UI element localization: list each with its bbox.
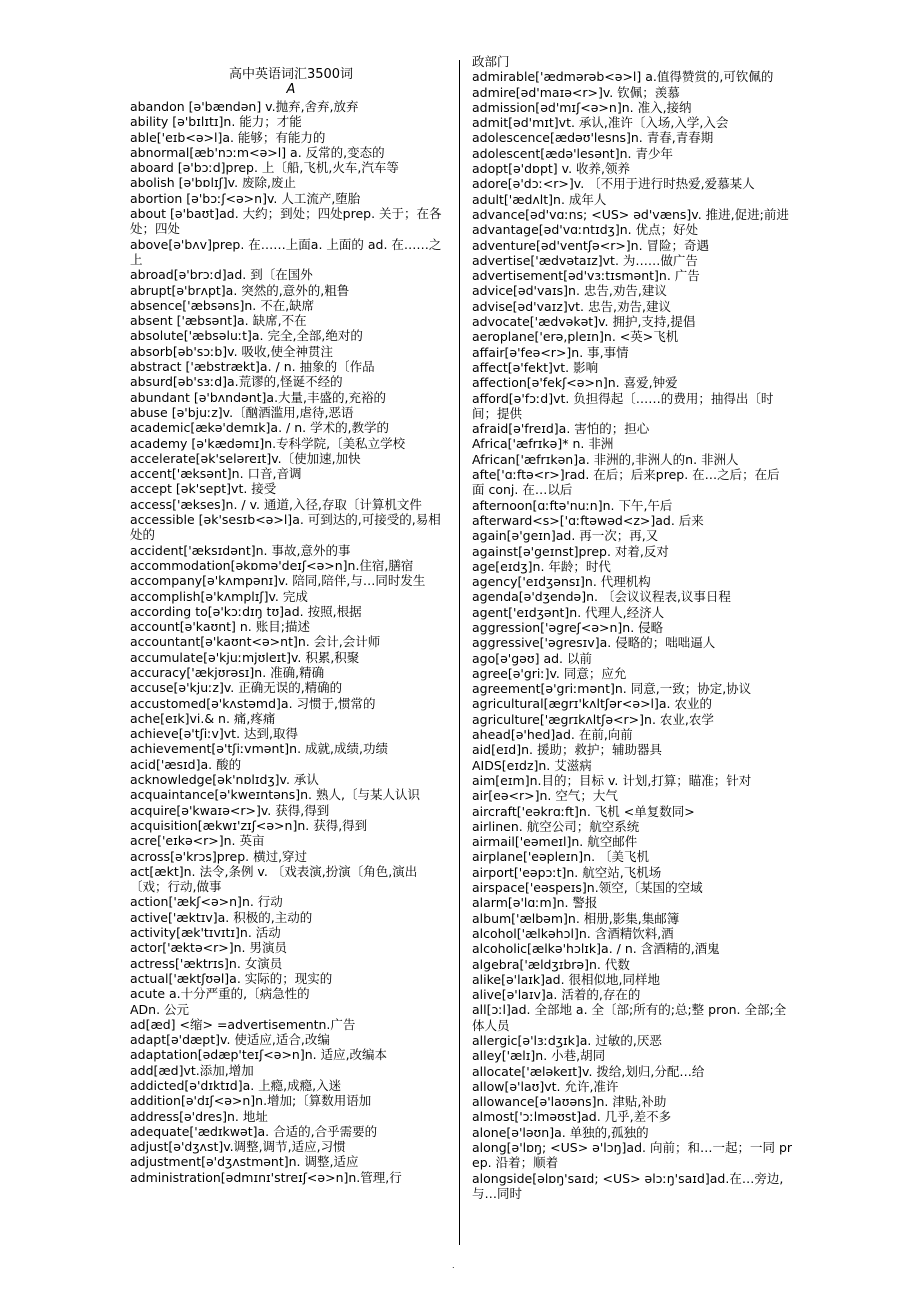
vocab-entry: against[ə'geɪnst]prep. 对着,反对 (472, 543, 669, 559)
vocab-entry: adolescence[ædəʊ'lesns]n. 青春,青春期 (472, 130, 714, 146)
vocab-entry: agreement[ə'griːmənt]n. 同意,一致；协定,协议 (472, 681, 752, 697)
vocab-entry: allocate['æləkeɪt]v. 拨给,划归,分配…给 (472, 1063, 705, 1079)
vocab-entry: allow[ə'laʊ]vt. 允许,准许 (472, 1078, 619, 1094)
vocab-entry: affect[ə'fekt]vt. 影响 (472, 359, 599, 375)
vocab-entry: ache[eɪk]vi.& n. 痛,疼痛 (130, 710, 276, 726)
vocab-entry: aeroplane['erə,pleɪn]n. <英>飞机 (472, 329, 679, 345)
vocab-entry: airplane['eəpleɪn]n. 〔美飞机 (472, 849, 650, 865)
vocab-entry: admission[əd'mɪʃ<ə>n]n. 准入,接纳 (472, 99, 692, 115)
vocab-entry: adequate['ædɪkwət]a. 合适的,合乎需要的 (130, 1123, 378, 1139)
vocab-entry: addicted[ə'dɪktɪd]a. 上瘾,成瘾,入迷 (130, 1078, 342, 1093)
vocab-entry: abandon [ə'bændən] v.抛弃,舍弃,放弃 (130, 99, 359, 114)
section-letter: A (286, 82, 296, 97)
vocab-entry: agenda[ə'dʒendə]n. 〔会议议程表,议事日程 (472, 589, 731, 605)
vocab-entry: adjustment[ə'dʒʌstmənt]n. 调整,适应 (130, 1154, 359, 1170)
vocab-entry: add[æd]vt.添加,增加 (130, 1062, 254, 1078)
vocab-entry: abortion [ə'bɔːʃ<ə>n]v. 人工流产,堕胎 (130, 190, 361, 206)
vocab-entry: administration[ədmɪnɪ'streɪʃ<ə>n]n.管理,行 (130, 1169, 402, 1185)
vocab-entry: adjust[ə'dʒʌst]v.调整,调节,适应,习惯 (130, 1139, 346, 1155)
vocab-entry: agriculture['ægrɪkʌltʃə<r>]n. 农业,农学 (472, 711, 714, 727)
vocab-entry: agree[ə'griː]v. 同意；应允 (472, 665, 627, 681)
vocab-entry: all[ɔːl]ad. 全部地 a. 全〔部;所有的;总;整 pron. 全部;全体人员 (472, 1002, 787, 1033)
vocab-entry: allowance[ə'laʊəns]n. 津贴,补助 (472, 1094, 667, 1110)
vocab-entry: aid[eɪd]n. 援助；救护；辅助器具 (472, 742, 662, 758)
vocab-entry: afraid[ə'freɪd]a. 害怕的；担心 (472, 421, 650, 437)
vocab-entry: adore[ə'dɔː<r>]v. 〔不用于进行时热爱,爱慕某人 (472, 176, 755, 192)
vocab-entry: accent['æksənt]n. 口音,音调 (130, 466, 302, 482)
column-divider (459, 60, 460, 1245)
vocab-entry: advantage[əd'vɑːntɪdʒ]n. 优点；好处 (472, 222, 699, 238)
vocab-entry: alarm[ə'lɑːm]n. 警报 (472, 895, 598, 911)
vocab-entry: advise[əd'vaɪz]vt. 忠告,劝告,建议 (472, 298, 671, 314)
vocab-entry: agent['eɪdʒənt]n. 代理人,经济人 (472, 604, 665, 620)
vocab-entry: alcohol['ælkəhɔl]n. 含酒精饮料,酒 (472, 925, 674, 941)
vocab-entry: advice[əd'vaɪs]n. 忠告,劝告,建议 (472, 283, 667, 299)
vocab-entry: achievement[ə'tʃiːvmənt]n. 成就,成绩,功绩 (130, 741, 388, 757)
vocab-entry: achieve[ə'tʃiːv]vt. 达到,取得 (130, 726, 298, 742)
vocab-entry: age[eɪdʒ]n. 年龄；时代 (472, 558, 611, 574)
vocab-entry: admit[əd'mɪt]vt. 承认,准许〔入场,入学,入会 (472, 115, 729, 131)
vocab-entry: accept [ək'sept]vt. 接受 (130, 481, 277, 497)
vocab-entry: ability [ə'bɪlɪtɪ]n. 能力；才能 (130, 114, 302, 130)
vocab-entry: accountant[ə'kaʊnt<ə>nt]n. 会计,会计师 (130, 634, 381, 650)
vocab-entry: airport['eəpɔːt]n. 航空站,飞机场 (472, 864, 662, 880)
vocab-entry: airspace['eəspeɪs]n.领空,〔某国的空域 (472, 880, 703, 896)
vocab-entry: active['æktɪv]a. 积极的,主动的 (130, 909, 313, 925)
vocab-entry: addition[ə'dɪʃ<ə>n]n.增加;〔算数用语加 (130, 1093, 372, 1109)
vocab-entry: absence['æbsəns]n. 不在,缺席 (130, 297, 315, 313)
vocab-entry: accustomed[ə'kʌstəmd]a. 习惯于,惯常的 (130, 695, 376, 711)
vocab-entry: accelerate[ək'seləreɪt]v.〔使加速,加快 (130, 450, 361, 466)
vocab-entry: adult['ædʌlt]n. 成年人 (472, 191, 607, 207)
vocab-entry: absolute['æbsəluːt]a. 完全,全部,绝对的 (130, 328, 363, 344)
vocab-entry: again[ə'geɪn]ad. 再一次；再,又 (472, 528, 659, 544)
vocab-entry: above[ə'bʌv]prep. 在……上面a. 上面的 ad. 在……之上 (130, 236, 442, 267)
vocab-entry: acid['æsɪd]a. 酸的 (130, 756, 242, 772)
vocab-entry: allergic[ə'lɜːdʒɪk]a. 过敏的,厌恶 (472, 1033, 662, 1048)
vocab-entry: along[ə'lɒŋ; <US> ə'lɔŋ]ad. 向前；和…一起；一同 prep. 沿着；顺着 (472, 1140, 793, 1171)
vocab-entry: admire[əd'maɪə<r>]v. 钦佩；羡慕 (472, 84, 680, 100)
vocab-entry: address[ə'dres]n. 地址 (130, 1108, 268, 1124)
vocab-entry: abuse [ə'bjuːz]v.〔酗酒滥用,虐待,恶语 (130, 404, 354, 420)
vocab-entry: about [ə'baʊt]ad. 大约；到处；四处prep. 关于；在各处；四处 (130, 206, 442, 237)
vocab-entry: accessible [ək'sesɪb<ə>l]a. 可到达的,可接受的,易相处的 (130, 512, 441, 543)
vocab-entry: advance[əd'vɑːns; <US> əd'væns]v. 推进,促进;前进 (472, 206, 789, 222)
vocab-entry: alive[ə'laɪv]a. 活着的,存在的 (472, 987, 641, 1003)
vocab-entry: accident['æksɪdənt]n. 事故,意外的事 (130, 542, 351, 558)
vocab-entry: afterward<s>['ɑːftəwəd<z>]ad. 后来 (472, 512, 704, 528)
vocab-entry: agency['eɪdʒənsɪ]n. 代理机构 (472, 574, 651, 590)
right-column (472, 54, 792, 1201)
vocab-entry: aboard [ə'bɔːd]prep. 上〔船,飞机,火车,汽车等 (130, 160, 399, 176)
vocab-entry: afte['ɑːftə<r>]rad. 在后；后来prep. 在…之后；在后面 conj. 在…以后 (472, 467, 780, 498)
vocab-entry: afford[ə'fɔːd]vt. 负担得起〔……的费用；抽得出〔时间；提供 (472, 390, 774, 421)
vocab-entry: according to[ə'kɔːdɪŋ tʊ]ad. 按照,根据 (130, 603, 362, 619)
vocab-entry: ad[æd] <缩> =advertisementn.广告 (130, 1016, 356, 1032)
vocab-entry: actress['æktrɪs]n. 女演员 (130, 955, 283, 971)
vocab-entry: across[ə'krɔs]prep. 横过,穿过 (130, 848, 308, 864)
vocab-entry: acute a.十分严重的,〔病急性的 (130, 986, 310, 1002)
vocab-entry: agricultural[ægrɪ'kʌltʃər<ə>l]a. 农业的 (472, 696, 713, 712)
vocab-entry: algebra['ældʒɪbrə]n. 代数 (472, 956, 630, 972)
vocab-entry: alongside[əlɒŋ'saɪd; <US> əlɔːŋ'saɪd]ad.在…旁边,与…同时 (472, 1170, 784, 1201)
vocab-entry: abrupt[ə'brʌpt]a. 突然的,意外的,粗鲁 (130, 282, 350, 298)
vocab-entry: able['eɪb<ə>l]a. 能够；有能力的 (130, 129, 326, 145)
vocab-entry: acknowledge[ək'nɒlɪdʒ]v. 承认 (130, 772, 319, 788)
left-entry-list (130, 99, 452, 1185)
vocab-entry: abstract ['æbstrækt]a. / n. 抽象的〔作品 (130, 359, 375, 375)
vocab-entry: adapt[ə'dæpt]v. 使适应,适合,改编 (130, 1032, 330, 1048)
page-mark: . (452, 1261, 455, 1270)
vocab-entry: accumulate[ə'kjuːmjʊleɪt]v. 积累,积聚 (130, 649, 360, 665)
vocab-entry: admirable['ædmərəb<ə>l] a.值得赞赏的,可钦佩的 (472, 69, 774, 85)
vocab-entry: air[eə<r>]n. 空气；大气 (472, 788, 618, 804)
vocab-entry: adopt[ə'dɒpt] v. 收养,领养 (472, 161, 630, 177)
vocab-entry: absorb[əb'sɔːb]v. 吸收,使全神贯注 (130, 343, 334, 359)
vocab-entry: alike[ə'laɪk]ad. 很相似地,同样地 (472, 971, 661, 987)
vocab-entry: abundant [ə'bʌndənt]a.大量,丰盛的,充裕的 (130, 389, 386, 405)
vocab-entry: action['ækʃ<ə>n]n. 行动 (130, 894, 283, 910)
vocab-entry: aggressive['əgresɪv]a. 侵略的；咄咄逼人 (472, 635, 716, 651)
vocab-entry: academy [ə'kædəmɪ]n.专科学院,〔美私立学校 (130, 435, 406, 451)
vocab-entry: accompany[ə'kʌmpənɪ]v. 陪同,陪伴,与…同时发生 (130, 573, 426, 589)
vocab-entry: actor['æktə<r>]n. 男演员 (130, 940, 287, 956)
vocab-entry: actual['æktʃʊəl]a. 实际的；现实的 (130, 970, 333, 986)
vocab-entry: AIDS[eɪdz]n. 艾滋病 (472, 757, 592, 773)
vocab-entry: afternoon[ɑːftə'nuːn]n. 下午,午后 (472, 497, 673, 513)
vocab-entry: African['æfrɪkən]a. 非洲的,非洲人的n. 非洲人 (472, 451, 739, 467)
vocab-entry: alone[ə'ləʊn]a. 单独的,孤独的 (472, 1124, 649, 1140)
vocab-entry: alcoholic[ælkə'hɔlɪk]a. / n. 含酒精的,酒鬼 (472, 941, 720, 957)
vocab-entry: absurd[əb'sɜːd]a.荒谬的,怪诞不经的 (130, 374, 343, 390)
vocab-entry: abolish [ə'bɒlɪʃ]v. 废除,废止 (130, 175, 297, 191)
vocab-entry: alley['ælɪ]n. 小巷,胡同 (472, 1048, 606, 1064)
vocab-entry: ago[ə'gəʊ] ad. 以前 (472, 650, 592, 666)
vocab-entry: album['ælbəm]n. 相册,影集,集邮簿 (472, 910, 680, 926)
vocab-entry: 政部门 (472, 54, 510, 69)
vocab-entry: ADn. 公元 (130, 1001, 190, 1017)
vocab-entry: abroad[ə'brɔːd]ad. 到〔在国外 (130, 267, 313, 283)
vocab-entry: acre['eɪkə<r>]n. 英亩 (130, 833, 265, 849)
vocab-entry: ahead[ə'hed]ad. 在前,向前 (472, 727, 633, 743)
vocab-entry: advertisement[əd'vɜːtɪsmənt]n. 广告 (472, 268, 700, 284)
vocab-entry: airlinen. 航空公司；航空系统 (472, 818, 640, 834)
vocab-entry: acquaintance[ə'kweɪntəns]n. 熟人,〔与某人认识 (130, 787, 420, 803)
left-column (130, 66, 452, 1185)
vocab-entry: advocate['ædvəkət]v. 拥护,支持,提倡 (472, 314, 696, 330)
vocab-entry: airmail['eəmeɪl]n. 航空邮件 (472, 834, 638, 850)
vocab-entry: Africa['æfrɪkə]* n. 非洲 (472, 436, 614, 452)
vocab-entry: accuracy['ækjʊrəsɪ]n. 准确,精确 (130, 664, 325, 680)
right-entry-list (472, 54, 792, 1201)
vocab-entry: accuse[ə'kjuːz]v. 正确无误的,精确的 (130, 680, 343, 696)
vocab-entry: adolescent[ædə'lesənt]n. 青少年 (472, 145, 673, 161)
vocab-entry: acquire[ə'kwaɪə<r>]v. 获得,得到 (130, 802, 330, 818)
vocab-entry: activity[æk'tɪvɪtɪ]n. 活动 (130, 925, 281, 941)
vocab-entry: academic[ækə'demɪk]a. / n. 学术的,教学的 (130, 420, 390, 436)
vocab-entry: account[ə'kaʊnt] n. 账目;描述 (130, 619, 310, 635)
document-title: 高中英语词汇3500词 (228, 67, 354, 82)
vocab-entry: acquisition[ækwɪ'zɪʃ<ə>n]n. 获得,得到 (130, 817, 368, 833)
vocab-entry: accomplish[ə'kʌmplɪʃ]v. 完成 (130, 588, 308, 604)
vocab-entry: adaptation[ədæp'teɪʃ<ə>n]n. 适应,改编本 (130, 1047, 388, 1063)
vocab-entry: act[ækt]n. 法令,条例 v. 〔戏表演,扮演〔角色,演出〔戏；行动,做事 (130, 863, 418, 895)
vocab-entry: affection[ə'fekʃ<ə>n]n. 喜爱,钟爱 (472, 375, 678, 391)
vocab-entry: affair[ə'feə<r>]n. 事,事情 (472, 344, 629, 360)
vocab-entry: aggression['əgreʃ<ə>n]n. 侵略 (472, 619, 664, 635)
vocab-entry: advertise['ædvətaɪz]vt. 为……做广告 (472, 252, 698, 268)
vocab-entry: access['ækses]n. / v. 通道,入径,存取〔计算机文件 (130, 496, 422, 512)
vocab-entry: adventure[əd'ventʃə<r>]n. 冒险；奇遇 (472, 237, 710, 253)
vocab-entry: almost['ɔːlməʊst]ad. 几乎,差不多 (472, 1109, 672, 1125)
vocab-entry: accommodation[əkɒmə'deɪʃ<ə>n]n.住宿,膳宿 (130, 557, 414, 573)
vocab-entry: aim[eɪm]n.目的；目标 v. 计划,打算；瞄准；针对 (472, 772, 752, 788)
vocab-entry: absent ['æbsənt]a. 缺席,不在 (130, 313, 307, 329)
vocab-entry: abnormal[æb'nɔːm<ə>l] a. 反常的,变态的 (130, 144, 385, 160)
vocab-entry: aircraft['eəkrɑːft]n. 飞机 <单复数同> (472, 803, 695, 819)
